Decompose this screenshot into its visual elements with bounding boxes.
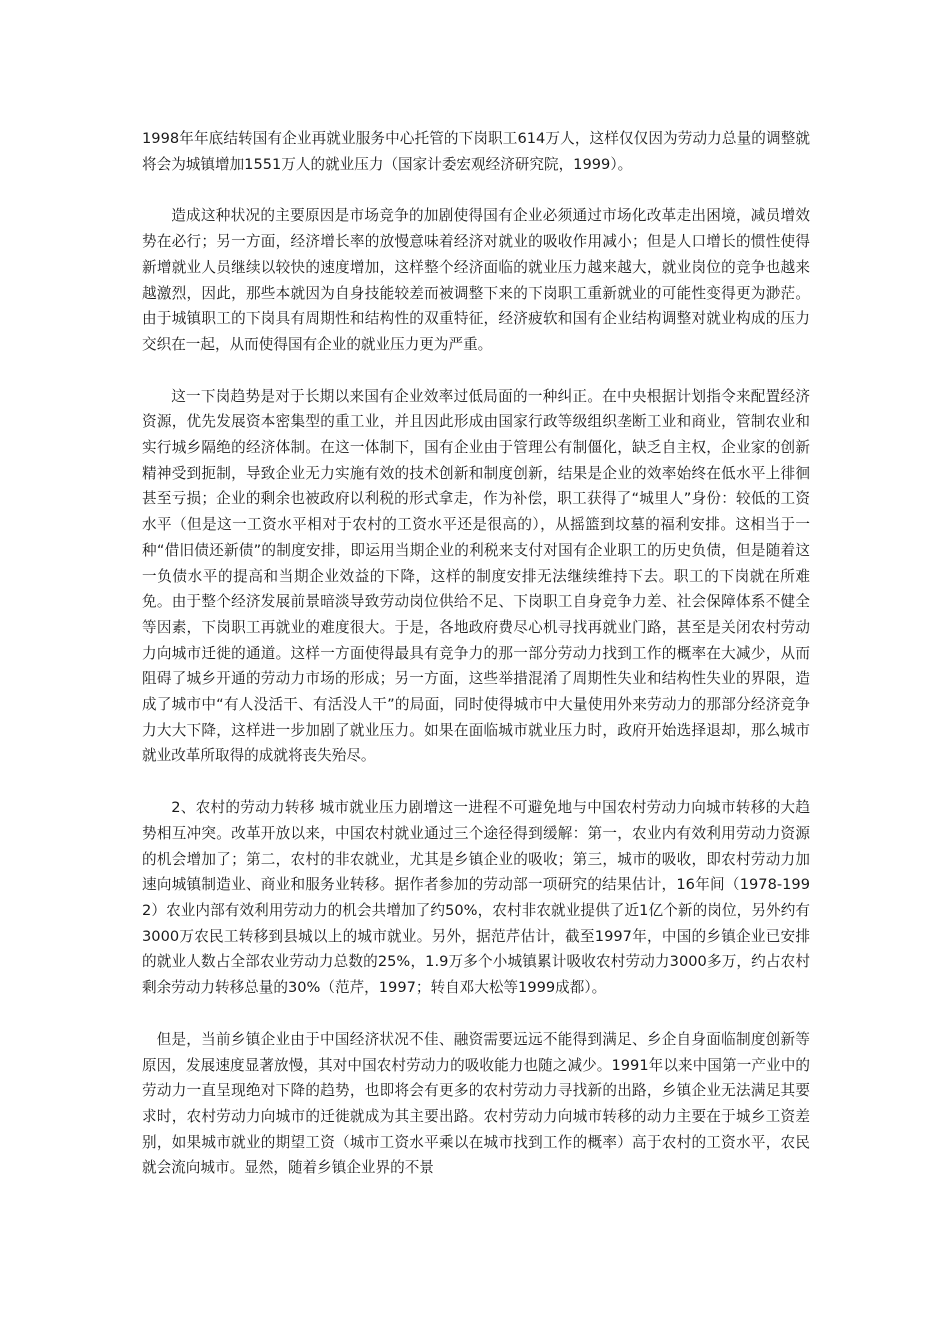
paragraph-5: 但是，当前乡镇企业由于中国经济状况不佳、融资需要远远不能得到满足、乡企自身面临制度创新等原因，发展速度显著放慢，其对中国农村劳动力的吸收能力也随之减少。1991年以来中国第一产业中的劳动力一直呈现绝对下降的趋势，也即将会有更多的农村劳动力寻找新的出路，乡镇企业无法满足其要求时，农村劳动力向城市的迁徙就成为其主要出路。农村劳动力向城市转移的动力主要在于城乡工资差别，如果城市就业的期望工资（城市工资水平乘以在城市找到工作的概率）高于农村的工资水平，农民就会流向城市。显然，随着乡镇企业界的不景 [142,1030,810,1177]
paragraph-4: 2、农村的劳动力转移 城市就业压力剧增这一进程不可避免地与中国农村劳动力向城市转移的大趋势相互冲突。改革开放以来，中国农村就业通过三个途径得到缓解：第一，农业内有效利用劳动力资源的机会增加了；第二，农村的非农就业，尤其是乡镇企业的吸收；第三，城市的吸收，即农村劳动力加速向城镇制造业、商业和服务业转移。据作者参加的劳动部一项研究的结果估计，16年间（1978-1992）农业内部有效利用劳动力的机会共增加了约50%，农村非农就业提供了近1亿个新的岗位，另外约有3000万农民工转移到县城以上的城市就业。另外，据范芹估计，截至1997年，中国的乡镇企业已安排的就业人数占全部农业劳动力总数的25%，1.9万多个小城镇累计吸收农村劳动力3000多万，约占农村剩余劳动力转移总量的30%（范芹，1997；转自邓大松等1999成都）。 [142,799,810,997]
paragraph-3: 这一下岗趋势是对于长期以来国有企业效率过低局面的一种纠正。在中央根据计划指令来配置经济资源，优先发展资本密集型的重工业，并且因此形成由国家行政等级组织垄断工业和商业，管制农业和实行城乡隔绝的经济体制。在这一体制下，国有企业由于管理公有制僵化，缺乏自主权，企业家的创新精神受到扼制，导致企业无力实施有效的技术创新和制度创新，结果是企业的效率始终在低水平上徘徊甚至亏损；企业的剩余也被政府以利税的形式拿走，作为补偿，职工获得了“城里人”身份：较低的工资水平（但是这一工资水平相对于农村的工资水平还是很高的），从摇篮到坟墓的福利安排。这相当于一种“借旧债还新债”的制度安排，即运用当期企业的利税来支付对国有企业职工的历史负债，但是随着这一负债水平的提高和当期企业效益的下降，这样的制度安排无法继续维持下去。职工的下岗就在所难免。由于整个经济发展前景暗淡导致劳动岗位供给不足、下岗职工自身竞争力差、社会保障体系不健全等因素，下岗职工再就业的难度很大。于是，各地政府费尽心机寻找再就业门路，甚至是关闭农村劳动力向城市迁徙的通道。这样一方面使得最具有竞争力的那一部分劳动力找到工作的概率在大减少，从而阻碍了城乡开通的劳动力市场的形成；另一方面，这些举措混淆了周期性失业和结构性失业的界限，造成了城市中“有人没活干、有活没人干”的局面，同时使得城市中大量使用外来劳动力的那部分经济竞争力大大下降，这样进一步加剧了就业压力。如果在面临城市就业压力时，政府开始选择退却，那么城市就业改革所取得的成就将丧失殆尽。 [142,387,810,765]
paragraph-1: 1998年年底结转国有企业再就业服务中心托管的下岗职工614万人，这样仅仅因为劳动力总量的调整就将会为城镇增加1551万人的就业压力（国家计委宏观经济研究院，1999）。 [142,130,810,173]
document-page [142,126,810,1207]
paragraph-2: 造成这种状况的主要原因是市场竞争的加剧使得国有企业必须通过市场化改革走出困境，减员增效势在必行；另一方面，经济增长率的放慢意味着经济对就业的吸收作用减小；但是人口增长的惯性使得新增就业人员继续以较快的速度增加，这样整个经济面临的就业压力越来越大，就业岗位的竞争也越来越激烈，因此，那些本就因为自身技能较差而被调整下来的下岗职工重新就业的可能性变得更为渺茫。由于城镇职工的下岗具有周期性和结构性的双重特征，经济疲软和国有企业结构调整对就业构成的压力交织在一起，从而使得国有企业的就业压力更为严重。 [142,207,810,353]
